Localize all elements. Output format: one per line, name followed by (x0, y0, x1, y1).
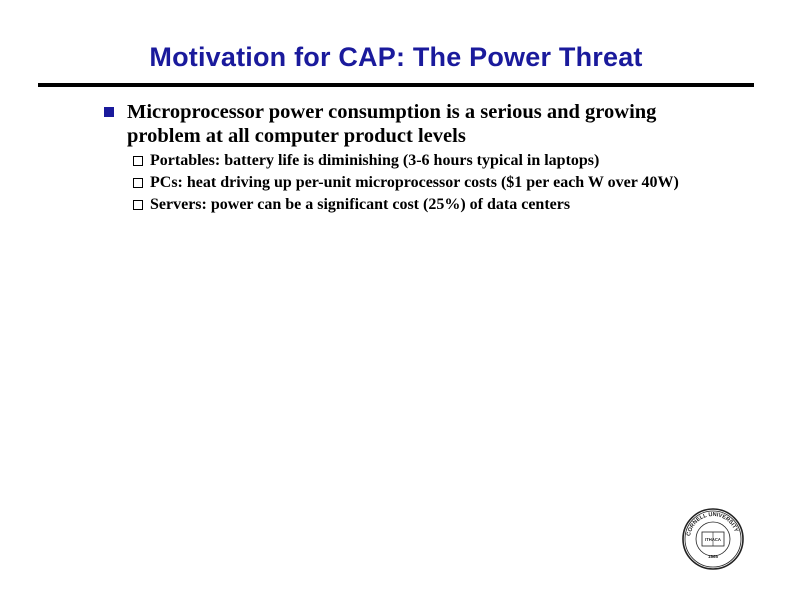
sub-bullet-item (133, 152, 693, 170)
sub-bullet-item (133, 174, 693, 192)
sub-bullet-text: PCs: heat driving up per-unit microprocessor costs ($1 per each W over 40W) (150, 174, 679, 191)
sub-bullet-text: Portables: battery life is diminishing (3-6 hours typical in laptops) (150, 152, 600, 169)
hollow-square-bullet-icon (133, 156, 143, 166)
title-divider (38, 83, 754, 87)
square-bullet-icon (104, 107, 114, 117)
sub-bullet-item (133, 196, 693, 214)
sub-bullet-list (133, 152, 693, 218)
main-bullet (104, 100, 724, 148)
sub-bullet-text: Servers: power can be a significant cost (25%) of data centers (150, 196, 571, 213)
seal-center-text: ITHACA (705, 537, 721, 542)
hollow-square-bullet-icon (133, 200, 143, 210)
hollow-square-bullet-icon (133, 178, 143, 188)
main-bullet-text: Microprocessor power consumption is a serious and growing problem at all computer product levels (127, 101, 657, 147)
seal-outer-text: CORNELL UNIVERSITY (686, 511, 739, 537)
university-seal-logo (682, 508, 744, 570)
seal-year-text: 1865 (707, 554, 719, 559)
slide-title: Motivation for CAP: The Power Threat (149, 42, 643, 72)
